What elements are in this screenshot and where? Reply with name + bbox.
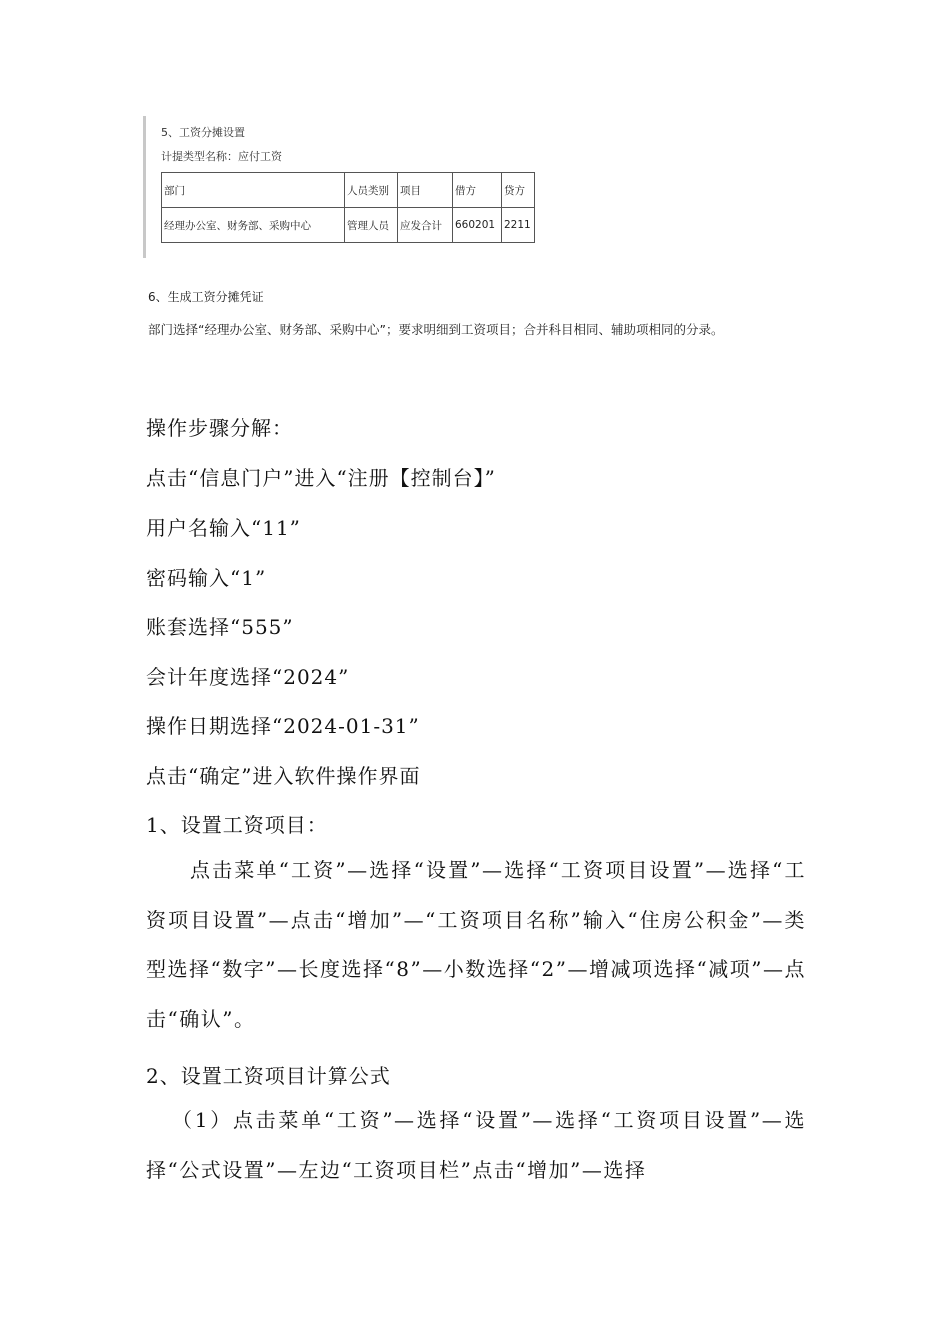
step-line: 点击“信息门户”进入“注册【控制台】”	[146, 466, 496, 490]
voucher-body: 部门选择“经理办公室、财务部、采购中心”；要求明细到工资项目；合并科目相同、辅助项相同的分录。	[148, 322, 724, 337]
paragraph-1: 点击菜单“工资”—选择“设置”—选择“工资项目设置”—选择“工资项目设置”—点击“增加”—“工资项目名称”输入“住房公积金”—类型选择“数字”—长度选择“8”—小数选择“2”—增减项选择“减项”—点击“确认”。	[146, 858, 806, 1031]
steps-title: 操作步骤分解：	[146, 416, 293, 440]
table-header-cell: 借方	[453, 173, 502, 208]
table-cell: 应发合计	[398, 208, 453, 243]
table-cell: 经理办公室、财务部、采购中心	[162, 208, 345, 243]
embedded-screenshot-allocation-settings	[143, 116, 542, 258]
table-header-cell: 项目	[398, 173, 453, 208]
step-line: 会计年度选择“2024”	[146, 665, 350, 689]
allocation-table	[161, 172, 535, 243]
section-heading: 2、设置工资项目计算公式	[146, 1064, 391, 1088]
paragraph-2: （1）点击菜单“工资”—选择“设置”—选择“工资项目设置”—选择“公式设置”—左边“工资项目栏”点击“增加”—选择	[146, 1108, 806, 1182]
screenshot-subheading: 计提类型名称：应付工资	[161, 150, 282, 163]
table-header-cell: 贷方	[502, 173, 535, 208]
voucher-heading: 6、生成工资分摊凭证	[148, 290, 264, 304]
step-line: 点击“确定”进入软件操作界面	[146, 764, 421, 788]
step-line: 用户名输入“11”	[146, 516, 301, 540]
table-cell: 管理人员	[345, 208, 398, 243]
step-line: 操作日期选择“2024-01-31”	[146, 714, 420, 738]
table-cell: 660201	[453, 208, 502, 243]
step-line: 账套选择“555”	[146, 615, 294, 639]
step-line: 密码输入“1”	[146, 566, 267, 590]
section-heading: 1、设置工资项目：	[146, 813, 328, 837]
table-header-cell: 部门	[162, 173, 345, 208]
embedded-screenshot-voucher	[148, 288, 788, 338]
table-header-cell: 人员类别	[345, 173, 398, 208]
screenshot-heading: 5、工资分摊设置	[161, 126, 245, 139]
table-header-row	[162, 173, 535, 208]
table-row	[162, 208, 535, 243]
table-cell: 2211	[502, 208, 535, 243]
